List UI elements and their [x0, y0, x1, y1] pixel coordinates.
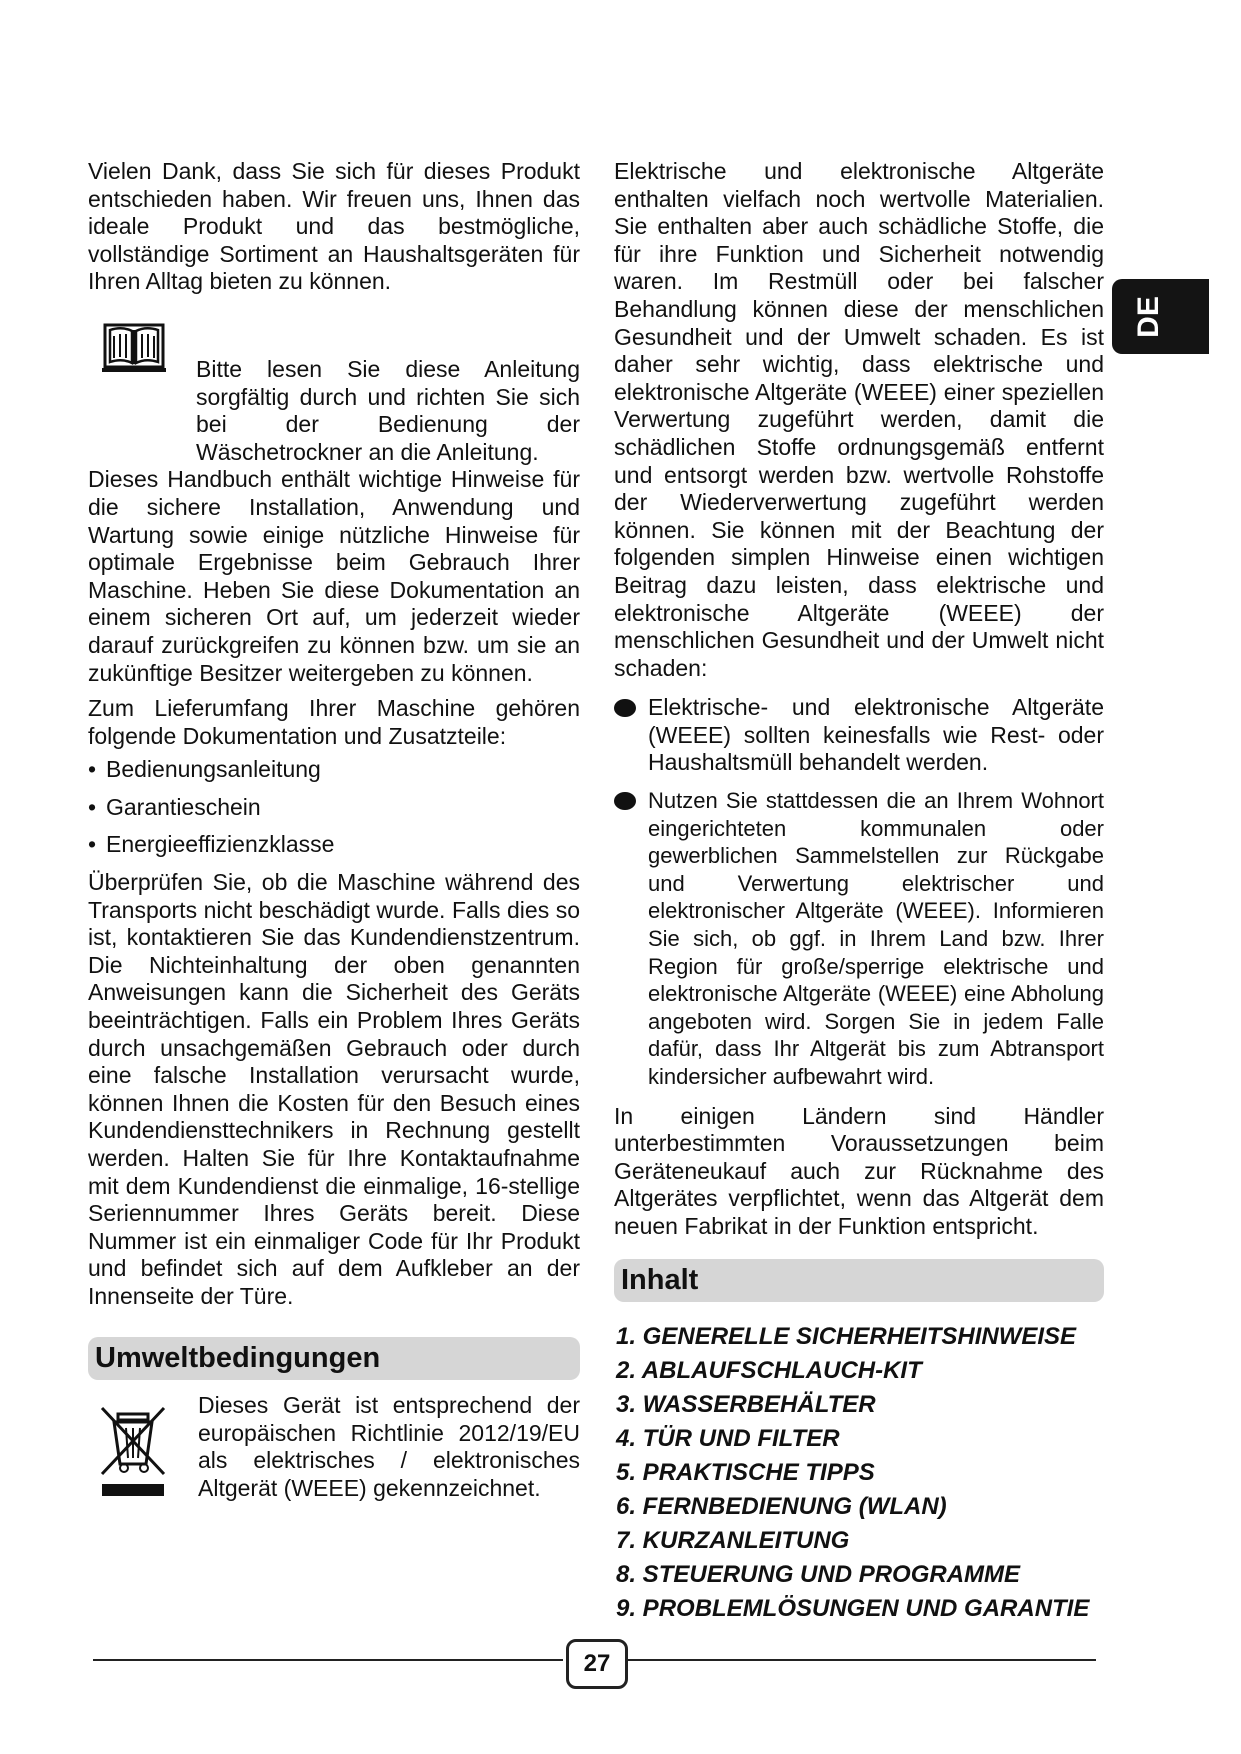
weee-paragraph: Dieses Gerät ist entsprechend der europäischen Richtlinie 2012/19/EU als elektrisches / elektronisches Altgerät (WEEE) gekennzeichnet. — [198, 1392, 580, 1501]
weee-bullets — [614, 694, 1104, 1090]
language-tab — [1112, 279, 1209, 354]
left-column — [88, 158, 580, 1503]
weee-intro-paragraph: Elektrische und elektronische Altgeräte enthalten vielfach noch wertvolle Materialien. Sie enthalten aber auch schädliche Stoffe, die für ihre Funktion und Sicherheit notwendig waren. Im Restmüll oder bei falscher Behandlung können diese der menschlichen Gesundheit und der Umwelt schaden. Es ist daher sehr wichtig, dass elektrische und elektronische Altgeräte (WEEE) einer speziellen Verwertung zugeführt werden, damit die schädlichen Stoffe ordnungsgemäß entfernt und entsorgt werden bzw. wertvolle Rohstoffe der Wiederverwertung zugeführt werden können. Sie können mit der Beachtung der folgenden simplen Hinweise einen wichtigen Beitrag dazu leisten, dass elektrische und elektronische Altgeräte (WEEE) der menschlichen Gesundheit und der Umwelt nicht schaden: — [614, 158, 1104, 681]
right-column — [614, 158, 1104, 1626]
page-number: 27 — [566, 1639, 628, 1689]
toc-item[interactable]: 7. KURZANLEITUNG — [616, 1527, 850, 1555]
dealer-paragraph: In einigen Ländern sind Händler unterbestimmten Voraussetzungen beim Geräteneukauf auch zur Rücknahme des Altgerätes verpflichtet, wenn das Altgerät dem neuen Fabrikat in der Funktion entspricht. — [614, 1102, 1104, 1239]
toc-item[interactable]: 4. TÜR UND FILTER — [616, 1425, 840, 1453]
delivery-intro: Zum Lieferumfang Ihrer Maschine gehören folgende Dokumentation und Zusatzteile: — [88, 695, 580, 749]
toc-item[interactable]: 2. ABLAUFSCHLAUCH-KIT — [616, 1357, 922, 1385]
manual-instruction: Bitte lesen Sie diese Anleitung sorgfältig durch und richten Sie sich bei der Bedienung der Wäschetrockner an die Anleitung. — [196, 355, 580, 465]
section-header-environment: Umweltbedingungen — [88, 1337, 580, 1381]
delivery-list — [88, 756, 580, 859]
footer-divider-right — [628, 1659, 1096, 1661]
list-item: • Energieeffizienzklasse — [88, 831, 335, 858]
toc-item[interactable]: 3. WASSERBEHÄLTER — [616, 1391, 876, 1419]
toc-item[interactable]: 1. GENERELLE SICHERHEITSHINWEISE — [616, 1323, 1077, 1351]
list-item: Elektrische- und elektronische Altgeräte (WEEE) sollten keinesfalls wie Rest- oder Haushaltsmüll behandelt werden. — [614, 694, 1104, 777]
weee-notice — [88, 1392, 580, 1502]
intro-paragraph: Vielen Dank, dass Sie sich für dieses Produkt entschieden haben. Wir freuen uns, Ihnen das ideale Produkt und das bestmögliche, vollständige Sortiment an Haushaltsgeräten für Ihren Alltag bieten zu können. — [88, 158, 580, 295]
list-item: Nutzen Sie stattdessen die an Ihrem Wohnort eingerichteten kommunalen oder gewerblichen Sammelstellen zur Rückgabe und Verwertung elektrischer und elektronischer Altgeräte (WEEE). Informieren Sie sich, ob ggf. in Ihrem Land bzw. Ihrer Region für große/sperrige elektrische und elektronische Altgeräte (WEEE) eine Abholung angeboten wird. Sorgen Sie in jedem Falle dafür, dass Ihr Altgerät bis zum Abtransport kindersicher aufbewahrt wird. — [614, 787, 1104, 1091]
section-header-contents: Inhalt — [614, 1259, 1104, 1303]
toc-item[interactable]: 5. PRAKTISCHE TIPPS — [616, 1459, 875, 1487]
bullet-dot-icon — [614, 699, 636, 717]
language-tab-label: DE — [1132, 296, 1165, 338]
toc-item[interactable]: 6. FERNBEDIENUNG (WLAN) — [616, 1493, 947, 1521]
list-item: • Garantieschein — [88, 793, 261, 820]
crossed-bin-icon — [88, 1392, 198, 1502]
toc-item[interactable]: 9. PROBLEMLÖSUNGEN UND GARANTIE — [616, 1595, 1090, 1623]
check-paragraph: Überprüfen Sie, ob die Maschine während des Transports nicht beschädigt wurde. Falls dies so ist, kontaktieren Sie das Kundendienstzentrum. Die Nichteinhaltung der oben genannten Anweisungen kann die Sicherheit des Geräts beeinträchtigen. Falls ein Problem Ihres Geräts durch unsachgemäßen Gebrauch oder durch eine falsche Installation verursacht wurde, können Ihnen die Kosten für den Besuch eines Kundendiensttechnikers in Rechnung gestellt werden. Halten Sie für Ihre Kontaktaufnahme mit dem Kundendienst die einmalige, 16-stellige Seriennummer Ihres Geräts bereit. Diese Nummer ist ein einmaliger Code für Ihr Produkt und befindet sich auf dem Aufkleber an der Innenseite der Türe. — [88, 869, 580, 1309]
manual-notice — [88, 322, 580, 687]
table-of-contents — [616, 1320, 1104, 1626]
manual-details: Dieses Handbuch enthält wichtige Hinweise für die sichere Installation, Anwendung und Wartung sowie einige nützliche Hinweise für optimale Ergebnisse beim Gebrauch Ihrer Maschine. Heben Sie diese Dokumentation an einem sicheren Ort auf, um jederzeit wieder darauf zurückgreifen zu können bzw. um sie an zukünftige Besitzer weitergeben zu können. — [88, 466, 580, 686]
list-item: • Bedienungsanleitung — [88, 756, 321, 783]
open-book-icon — [102, 322, 166, 374]
toc-item[interactable]: 8. STEUERUNG UND PROGRAMME — [616, 1561, 1021, 1589]
footer-divider-left — [93, 1659, 563, 1661]
bullet-dot-icon — [614, 792, 636, 810]
